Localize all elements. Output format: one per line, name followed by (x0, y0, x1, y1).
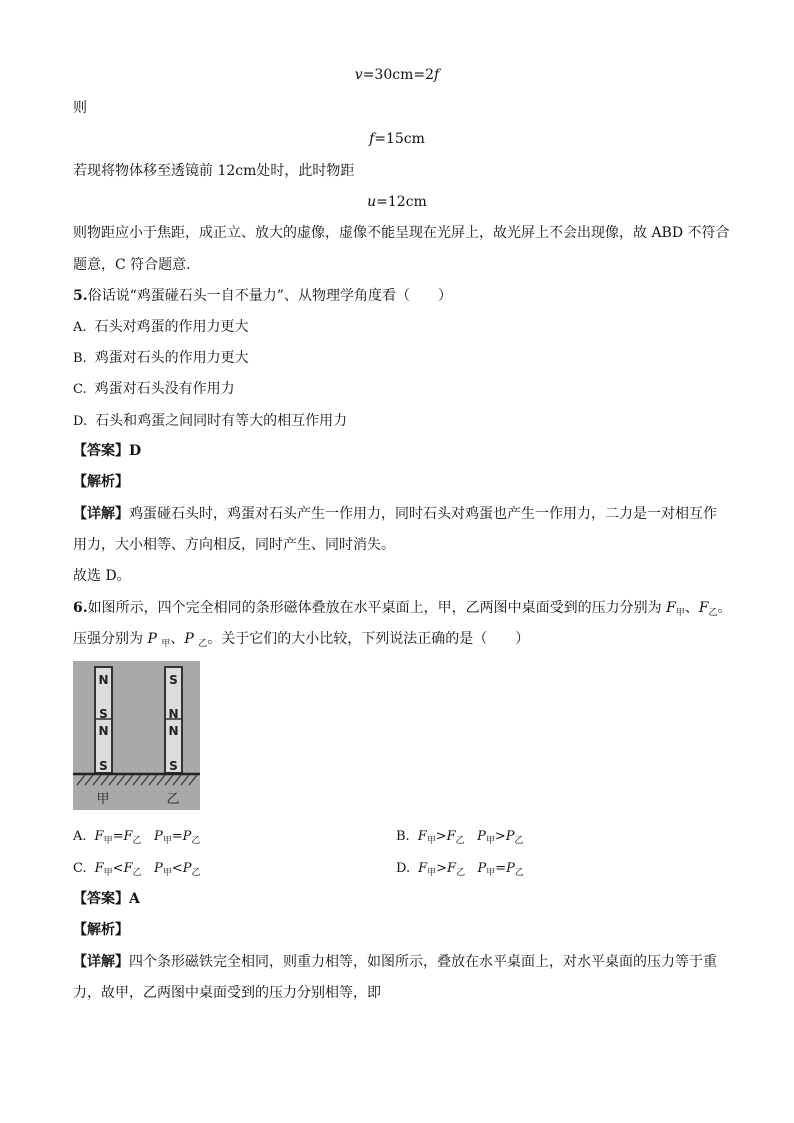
sub-jia: 甲 (162, 836, 172, 846)
var-F: F (94, 829, 104, 844)
magnets-figure-svg (73, 661, 200, 810)
equation-v-value: =30cm=2 (362, 67, 435, 83)
answer-value: A (129, 891, 140, 907)
question-number: 6. (73, 600, 88, 616)
option-letter: A. (73, 829, 87, 844)
sub-yi: 乙 (708, 608, 718, 618)
option-letter: C. (73, 861, 87, 876)
left-label-3: N (98, 724, 109, 738)
sub-jia: 甲 (427, 868, 437, 878)
sub-yi: 乙 (455, 836, 465, 846)
var-P: P (505, 829, 515, 844)
left-label-1: N (98, 673, 109, 687)
relation-F: > (435, 829, 447, 844)
q6-answer (73, 890, 140, 908)
option-letter: C. (73, 382, 87, 397)
equation-u-value: =12cm (376, 194, 427, 210)
q5-option-d (73, 412, 347, 431)
var-F: F (94, 861, 104, 876)
equation-f-value: =15cm (374, 131, 425, 147)
var-F: F (666, 600, 676, 616)
var-F: F (418, 861, 428, 876)
period: 。 (717, 600, 732, 616)
option-letter: B. (73, 351, 87, 366)
relation-P: = (171, 829, 183, 844)
question-number: 5. (73, 288, 88, 304)
equation-v (0, 66, 794, 84)
option-text: 鸡蛋对石头没有作用力 (94, 381, 235, 397)
option-text: 石头和鸡蛋之间同时有等大的相互作用力 (95, 413, 348, 429)
equation-f (0, 130, 794, 148)
var-F: F (446, 829, 456, 844)
var-f2: f (369, 131, 375, 147)
q6-detail-2: 力，故甲，乙两图中桌面受到的压力分别相等，即 (73, 985, 381, 1001)
option-text: 石头对鸡蛋的作用力更大 (94, 319, 249, 335)
move-object-text: 若现将物体移至透镜前 12cm处时，此时物距 (73, 163, 355, 179)
q5-option-c (73, 380, 235, 399)
sub-yi: 乙 (191, 868, 201, 878)
sub-jia: 甲 (485, 836, 495, 846)
sub-jia: 甲 (675, 608, 685, 618)
var-F: F (698, 600, 709, 616)
q5-option-a (73, 318, 249, 337)
detail-text: 四个条形磁铁完全相同，则重力相等，如图所示，叠放在水平桌面上，对水平桌面的压力等于重 (129, 954, 717, 970)
answer-value: D (129, 443, 142, 459)
option-letter: A. (73, 320, 87, 335)
detail-label: 【详解】 (73, 506, 129, 522)
relation-F: = (112, 829, 124, 844)
var-P: P (147, 631, 157, 647)
q5-detail-1 (73, 505, 717, 523)
right-label-2: N (168, 707, 179, 721)
var-P: P (182, 861, 192, 876)
magnets-figure (73, 661, 200, 810)
sub-yi: 乙 (514, 868, 524, 878)
left-label-4: S (99, 759, 108, 773)
question-text: 俗话说“鸡蛋碰石头一自不量力”、从物理学角度看（ ） (87, 288, 452, 304)
separator: 、 (170, 631, 185, 647)
detail-text: 鸡蛋碰石头时，鸡蛋对石头产生一作用力，同时石头对鸡蛋也产生一作用力，二力是一对相互作 (129, 506, 717, 522)
question-6-stem-1 (73, 599, 732, 622)
question-text: 。关于它们的大小比较，下列说法正确的是（ ） (207, 631, 530, 647)
sub-yi: 乙 (514, 836, 524, 846)
q6-option-b (396, 828, 524, 850)
var-F: F (123, 861, 133, 876)
q5-answer (73, 442, 141, 460)
option-letter: D. (73, 414, 88, 429)
equation-u (0, 193, 794, 211)
var-P: P (182, 829, 192, 844)
sub-jia: 甲 (426, 836, 436, 846)
sub-jia: 甲 (162, 868, 172, 878)
question-text: 压强分别为 (73, 631, 143, 647)
sub-jia: 甲 (161, 639, 171, 649)
q5-analysis-label: 【解析】 (73, 474, 129, 490)
var-u: u (367, 194, 377, 210)
sub-jia: 甲 (103, 836, 113, 846)
sub-yi: 乙 (191, 836, 201, 846)
sub-yi: 乙 (132, 868, 142, 878)
q6-option-d (396, 860, 524, 882)
var-P: P (477, 861, 487, 876)
detail-label: 【详解】 (73, 954, 129, 970)
relation-P: > (494, 829, 506, 844)
lens-conclusion-1: 则物距应小于焦距，成正立、放大的虚像，虚像不能呈现在光屏上，故光屏上不会出现像，故 ABD 不符合 (73, 225, 730, 241)
q6-option-a (73, 828, 200, 850)
var-F: F (123, 829, 133, 844)
q5-detail-2: 用力，大小相等、方向相反，同时产生、同时消失。 (73, 537, 395, 553)
var-P: P (153, 829, 163, 844)
lens-conclusion-2: 题意，C 符合题意． (73, 257, 201, 273)
var-f: f (434, 67, 440, 83)
var-P: P (506, 861, 515, 876)
var-P: P (477, 829, 486, 844)
relation-P: < (171, 861, 183, 876)
then-text: 则 (73, 100, 87, 116)
var-F: F (447, 861, 457, 876)
question-text: 如图所示，四个完全相同的条形磁体叠放在水平桌面上，甲，乙两图中桌面受到的压力分别为 (87, 600, 662, 616)
question-6-stem-2 (73, 630, 529, 653)
var-F: F (417, 829, 427, 844)
q5-choose: 故选 D。 (73, 568, 131, 584)
sub-yi: 乙 (456, 868, 466, 878)
question-5-stem (73, 287, 452, 305)
option-letter: B. (396, 829, 410, 844)
sub-jia: 甲 (103, 868, 113, 878)
separator: 、 (684, 600, 699, 616)
relation-F: > (436, 861, 448, 876)
var-P: P (154, 861, 163, 876)
q6-option-c (73, 860, 200, 882)
answer-label: 【答案】 (73, 443, 129, 459)
sub-yi: 乙 (132, 836, 142, 846)
sub-yi: 乙 (198, 639, 208, 649)
right-label-1: S (169, 673, 178, 687)
option-text: 鸡蛋对石头的作用力更大 (94, 350, 249, 366)
relation-F: < (112, 861, 124, 876)
q6-detail-1 (73, 953, 717, 971)
q5-option-b (73, 349, 249, 368)
var-P: P (184, 631, 194, 647)
left-label-2: S (99, 707, 108, 721)
right-label-4: S (169, 759, 178, 773)
right-label-3: N (168, 724, 179, 738)
answer-label: 【答案】 (73, 891, 129, 907)
caption-yi: 乙 (166, 792, 180, 807)
caption-jia: 甲 (96, 792, 110, 807)
sub-jia: 甲 (486, 868, 496, 878)
option-letter: D. (396, 861, 411, 876)
var-v: v (354, 67, 363, 83)
relation-P: = (495, 861, 507, 876)
q6-analysis-label: 【解析】 (73, 922, 129, 938)
